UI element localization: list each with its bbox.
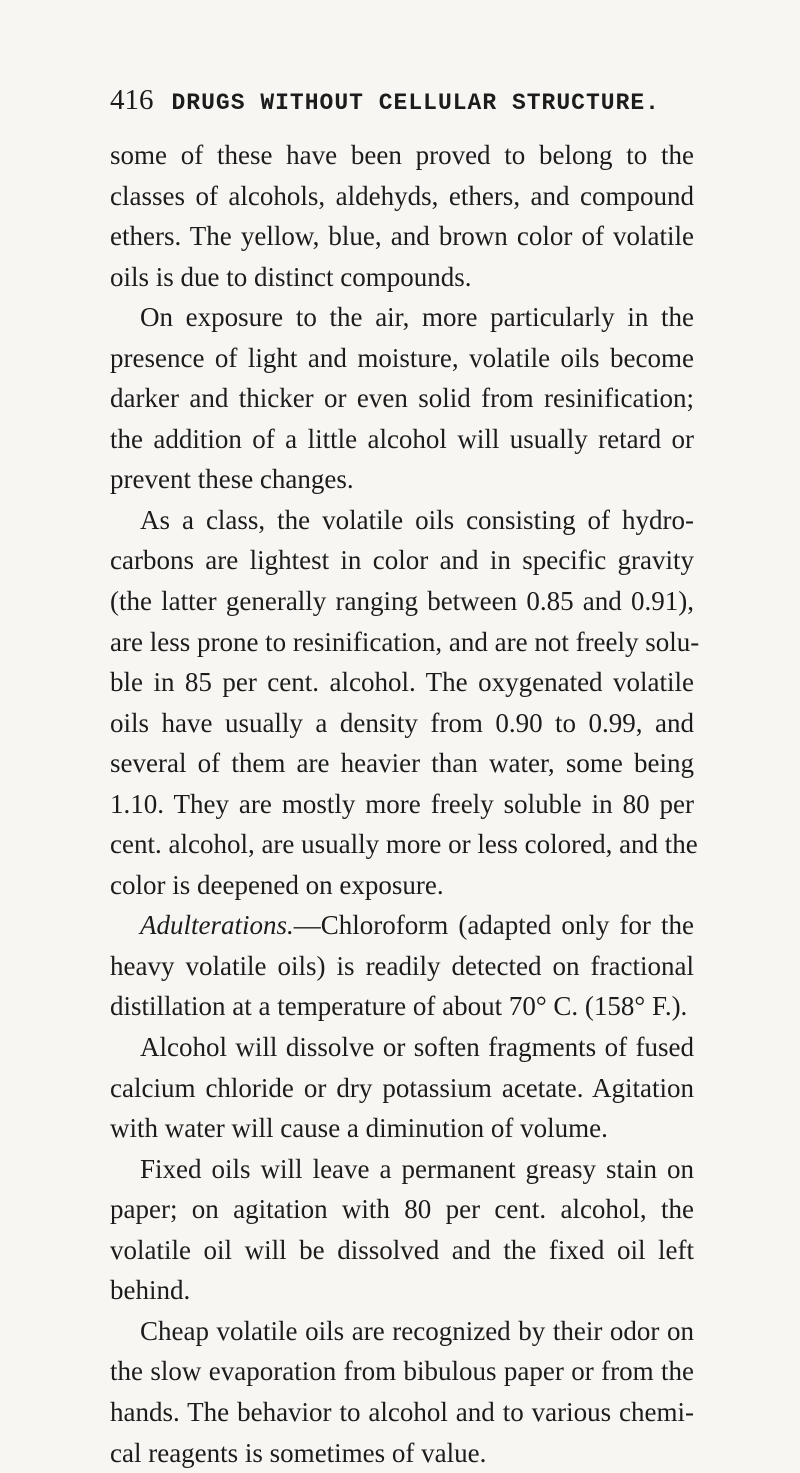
text-line — [110, 865, 694, 906]
text-line — [110, 459, 694, 500]
text-line-content: As a class, the volatile oils consisting of hydro- — [140, 505, 694, 535]
text-line-content: —Chloroform (adapted only for the — [294, 910, 694, 940]
text-line-content: cent. alcohol, are usually more or less colored, and the — [110, 829, 698, 859]
text-line-content: the slow evaporation from bibulous paper or from the — [110, 1356, 694, 1386]
text-line — [110, 946, 694, 987]
text-line — [110, 784, 694, 825]
text-line-content: carbons are lightest in color and in specific gravity — [110, 545, 694, 575]
text-line-content: Fixed oils will leave a permanent greasy stain on — [140, 1154, 694, 1184]
text-line-content: volatile oil will be dissolved and the fixed oil left — [110, 1235, 694, 1265]
section-heading-italic: Adulterations. — [140, 910, 294, 940]
text-line-content: cal reagents is sometimes of value. — [110, 1438, 486, 1468]
text-line — [110, 216, 694, 257]
text-line — [110, 1392, 694, 1433]
text-line — [110, 662, 694, 703]
text-line-content: classes of alcohols, aldehyds, ethers, and compound — [110, 181, 694, 211]
text-line — [110, 176, 694, 217]
text-line — [110, 1311, 694, 1352]
text-line-content: oils have usually a density from 0.90 to 0.99, and — [110, 708, 694, 738]
text-line-content: behind. — [110, 1275, 190, 1305]
text-line-content: paper; on agitation with 80 per cent. alcohol, the — [110, 1194, 694, 1224]
text-line — [110, 338, 694, 379]
text-line-content: some of these have been proved to belong to the — [110, 140, 694, 170]
text-line — [110, 824, 694, 865]
text-line — [110, 1068, 694, 1109]
text-line-content: calcium chloride or dry potassium acetate. Agitation — [110, 1073, 694, 1103]
text-line-content: color is deepened on exposure. — [110, 870, 444, 900]
text-line — [110, 1189, 694, 1230]
text-line-content: distillation at a temperature of about 70° C. (158° F.). — [110, 991, 687, 1021]
text-line — [110, 622, 694, 663]
running-head: DRUGS WITHOUT CELLULAR STRUCTURE. — [172, 90, 660, 116]
text-line-content: (the latter generally ranging between 0.85 and 0.91), — [110, 586, 694, 616]
text-line — [110, 905, 694, 946]
text-line-content: several of them are heavier than water, some being — [110, 748, 694, 778]
text-line — [110, 1433, 694, 1473]
text-line-content: presence of light and moisture, volatile oils become — [110, 343, 694, 373]
text-line-content: On exposure to the air, more particularly in the — [140, 302, 694, 332]
text-line-content: with water will cause a diminution of volume. — [110, 1113, 608, 1143]
text-line-content: prevent these changes. — [110, 464, 354, 494]
text-line-content: ble in 85 per cent. alcohol. The oxygenated volatile — [110, 667, 694, 697]
text-line — [110, 581, 694, 622]
body-text — [110, 135, 694, 1473]
text-line-content: are less prone to resinification, and are not freely solu- — [110, 627, 699, 657]
text-line — [110, 540, 694, 581]
text-line-content: heavy volatile oils) is readily detected on fractional — [110, 951, 694, 981]
text-line-content: hands. The behavior to alcohol and to various chemi- — [110, 1397, 694, 1427]
text-line-content: the addition of a little alcohol will usually retard or — [110, 424, 694, 454]
page-header — [110, 84, 710, 124]
text-line — [110, 419, 694, 460]
text-line — [110, 1351, 694, 1392]
text-line — [110, 1027, 694, 1068]
page-number: 416 — [110, 84, 154, 117]
text-line-content: darker and thicker or even solid from resinification; — [110, 383, 694, 413]
text-line — [110, 297, 694, 338]
text-line — [110, 1149, 694, 1190]
text-line-content: Cheap volatile oils are recognized by their odor on — [140, 1316, 694, 1346]
text-line — [110, 378, 694, 419]
text-line — [110, 1230, 694, 1271]
text-line — [110, 135, 694, 176]
text-line — [110, 257, 694, 298]
text-line — [110, 500, 694, 541]
text-line — [110, 986, 694, 1027]
text-line-content: Alcohol will dissolve or soften fragments of fused — [140, 1032, 694, 1062]
text-line — [110, 1270, 694, 1311]
text-line — [110, 1108, 694, 1149]
text-line-content: oils is due to distinct compounds. — [110, 262, 472, 292]
text-line — [110, 743, 694, 784]
text-line-content: ethers. The yellow, blue, and brown color of volatile — [110, 221, 694, 251]
text-line-content: 1.10. They are mostly more freely soluble in 80 per — [110, 789, 694, 819]
text-line — [110, 703, 694, 744]
